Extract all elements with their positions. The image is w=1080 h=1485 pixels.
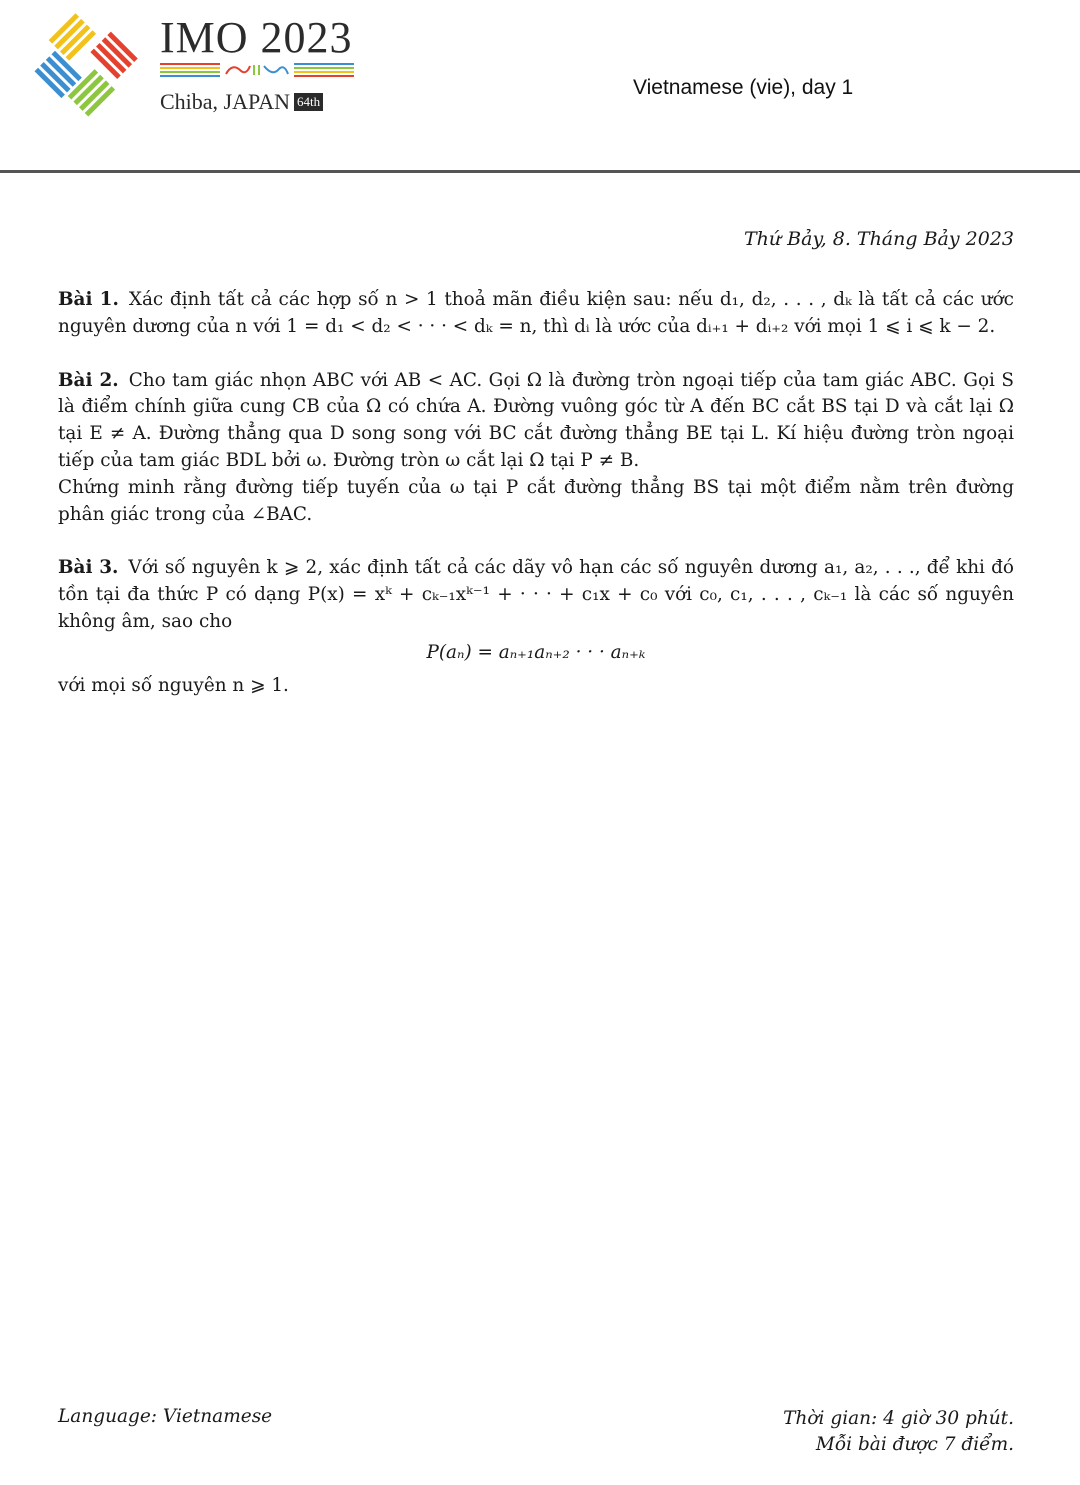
- problem-1: [58, 287, 1014, 341]
- footer-points: Mỗi bài được 7 điểm.: [815, 1434, 1014, 1455]
- header-divider: [0, 170, 1080, 173]
- footer-time: Thời gian: 4 giờ 30 phút.: [783, 1408, 1014, 1429]
- page-header: [0, 0, 1080, 172]
- edition-badge: 64th: [294, 93, 323, 111]
- problem-2: [58, 368, 1014, 529]
- problem-1-text: [58, 287, 1014, 341]
- imo-logo-icon: [24, 10, 144, 125]
- problem-1-statement: Xác định tất cả các hợp số n > 1 thoả mãn điều kiện sau: nếu d₁, d₂, . . . , dₖ là tất cả các ước nguyên dương của n với 1 = d₁ < d₂ < · · · < dₖ = n, thì dᵢ là ước của dᵢ₊₁ + dᵢ₊₂ với mọi 1 ⩽ i ⩽ k − 2.: [58, 289, 1014, 337]
- logo-location: [160, 88, 323, 116]
- problem-2-statement: Cho tam giác nhọn ABC với AB < AC. Gọi Ω là đường tròn ngoại tiếp của tam giác ABC. Gọi S là điểm chính giữa cung CB của Ω có chứa A. Đường vuông góc từ A đến BC cắt BS tại D và cắt lại Ω tại E ≠ A. Đường thẳng qua D song song với BC cắt đường thẳng BE tại L. Kí hiệu đường tròn ngoại tiếp của tam giác BDL bởi ω. Đường tròn ω cắt lại Ω tại P ≠ B.: [58, 369, 1014, 471]
- footer-language: Language: Vietnamese: [58, 1406, 273, 1427]
- problem-3-condition: với mọi số nguyên n ⩾ 1.: [58, 674, 289, 696]
- logo-title: IMO 2023: [160, 13, 353, 62]
- problem-3-label: Bài 3.: [58, 557, 119, 579]
- problem-3-formula: P(aₙ) = aₙ₊₁aₙ₊₂ · · · aₙ₊ₖ: [426, 641, 646, 663]
- problem-2-task: Chứng minh rằng đường tiếp tuyến của ω tại P cắt đường thẳng BS tại một điểm nằm trên đường phân giác trong của ∠BAC.: [58, 476, 1014, 525]
- problem-3: [58, 555, 1014, 699]
- location-text: Chiba, JAPAN: [160, 89, 290, 114]
- exam-date: Thứ Bảy, 8. Tháng Bảy 2023: [743, 228, 1014, 250]
- language-day-label: Vietnamese (vie), day 1: [633, 76, 854, 99]
- problem-1-label: Bài 1.: [58, 289, 119, 310]
- problem-2-text: [58, 368, 1014, 475]
- stripes-icon: [160, 62, 354, 78]
- problem-3-text: [58, 555, 1014, 635]
- problems-section: [58, 287, 1014, 726]
- problem-3-statement: Với số nguyên k ⩾ 2, xác định tất cả các dãy vô hạn các số nguyên dương a₁, a₂, . . ., để khi đó tồn tại đa thức P có dạng P(x) = xᵏ + cₖ₋₁xᵏ⁻¹ + · · · + c₁x + c₀ với c₀, c₁, . . . , cₖ₋₁ là các số nguyên không âm, sao cho: [58, 557, 1014, 632]
- problem-2-label: Bài 2.: [58, 369, 119, 391]
- footer-info: [783, 1406, 1014, 1458]
